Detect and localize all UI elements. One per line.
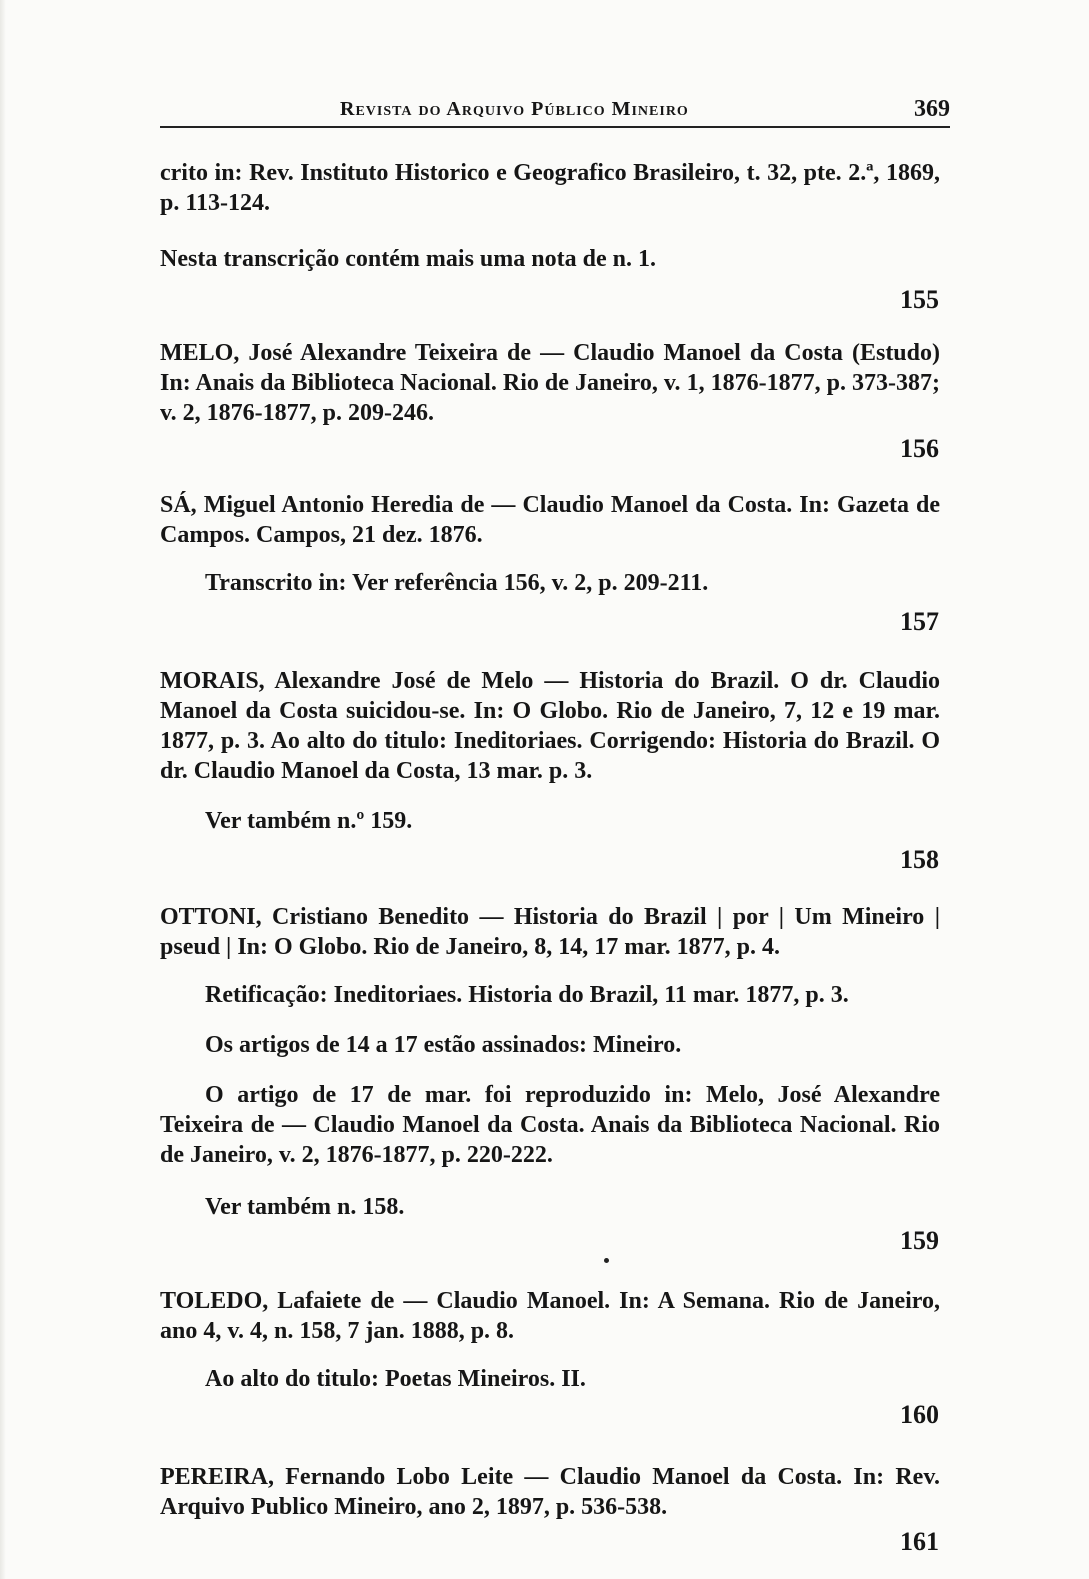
entry-number: 159: [900, 1226, 939, 1255]
note-paragraph: Ver também n. 158.: [205, 1194, 405, 1220]
note-paragraph: Ver também n.º 159.: [205, 808, 413, 834]
entry-number: 157: [900, 607, 939, 636]
note-paragraph: Transcrito in: Ver referência 156, v. 2, p. 209-211.: [205, 570, 709, 596]
citation-entry: SÁ, Miguel Antonio Heredia de — Claudio Manoel da Costa. In: Gazeta de Campos. Campos, 21 dez. 1876.: [160, 492, 940, 548]
running-title: Revista do Arquivo Público Mineiro: [340, 98, 689, 120]
citation-entry: PEREIRA, Fernando Lobo Leite — Claudio Manoel da Costa. In: Rev. Arquivo Publico Mineiro, ano 2, 1897, p. 536-538.: [160, 1464, 940, 1520]
citation-entry: TOLEDO, Lafaiete de — Claudio Manoel. In: A Semana. Rio de Janeiro, ano 4, v. 4, n. 158, 7 jan. 1888, p. 8.: [160, 1288, 940, 1344]
continued-citation: crito in: Rev. Instituto Historico e Geografico Brasileiro, t. 32, pte. 2.ª, 1869, p. 113-124.: [160, 160, 940, 216]
entry-number: 155: [900, 285, 939, 314]
entry-number: 156: [900, 434, 939, 463]
note-paragraph: O artigo de 17 de mar. foi reproduzido in: Melo, José Alexandre Teixeira de — Claudio Manoel da Costa. Anais da Biblioteca Nacional. Rio de Janeiro, v. 2, 1876-1877, p. 220-222.: [160, 1082, 940, 1168]
scan-edge: [0, 0, 6, 1579]
note-paragraph: Nesta transcrição contém mais uma nota de n. 1.: [160, 246, 656, 272]
citation-entry: MELO, José Alexandre Teixeira de — Claudio Manoel da Costa (Estudo) In: Anais da Biblioteca Nacional. Rio de Janeiro, v. 1, 1876-1877, p. 373-387; v. 2, 1876-1877, p. 209-246.: [160, 340, 940, 426]
page-header: [160, 96, 950, 126]
citation-entry: MORAIS, Alexandre José de Melo — Historia do Brazil. O dr. Claudio Manoel da Costa suicidou-se. In: O Globo. Rio de Janeiro, 7, 12 e 19 mar. 1877, p. 3. Ao alto do titulo: Ineditoriaes. Corrigendo: Historia do Brazil. O dr. Claudio Manoel da Costa, 13 mar. p. 3.: [160, 668, 940, 784]
stray-dot: [604, 1258, 609, 1263]
page-number: 369: [914, 96, 950, 122]
citation-entry: OTTONI, Cristiano Benedito — Historia do Brazil | por | Um Mineiro | pseud | In: O Globo. Rio de Janeiro, 8, 14, 17 mar. 1877, p. 4.: [160, 904, 940, 960]
entry-number: 158: [900, 845, 939, 874]
entry-number: 161: [900, 1527, 939, 1556]
header-rule: [160, 126, 950, 128]
note-paragraph: Os artigos de 14 a 17 estão assinados: Mineiro.: [205, 1032, 682, 1058]
note-paragraph: Ao alto do titulo: Poetas Mineiros. II.: [205, 1366, 586, 1392]
entry-number: 160: [900, 1400, 939, 1429]
note-paragraph: Retificação: Ineditoriaes. Historia do Brazil, 11 mar. 1877, p. 3.: [205, 982, 849, 1008]
